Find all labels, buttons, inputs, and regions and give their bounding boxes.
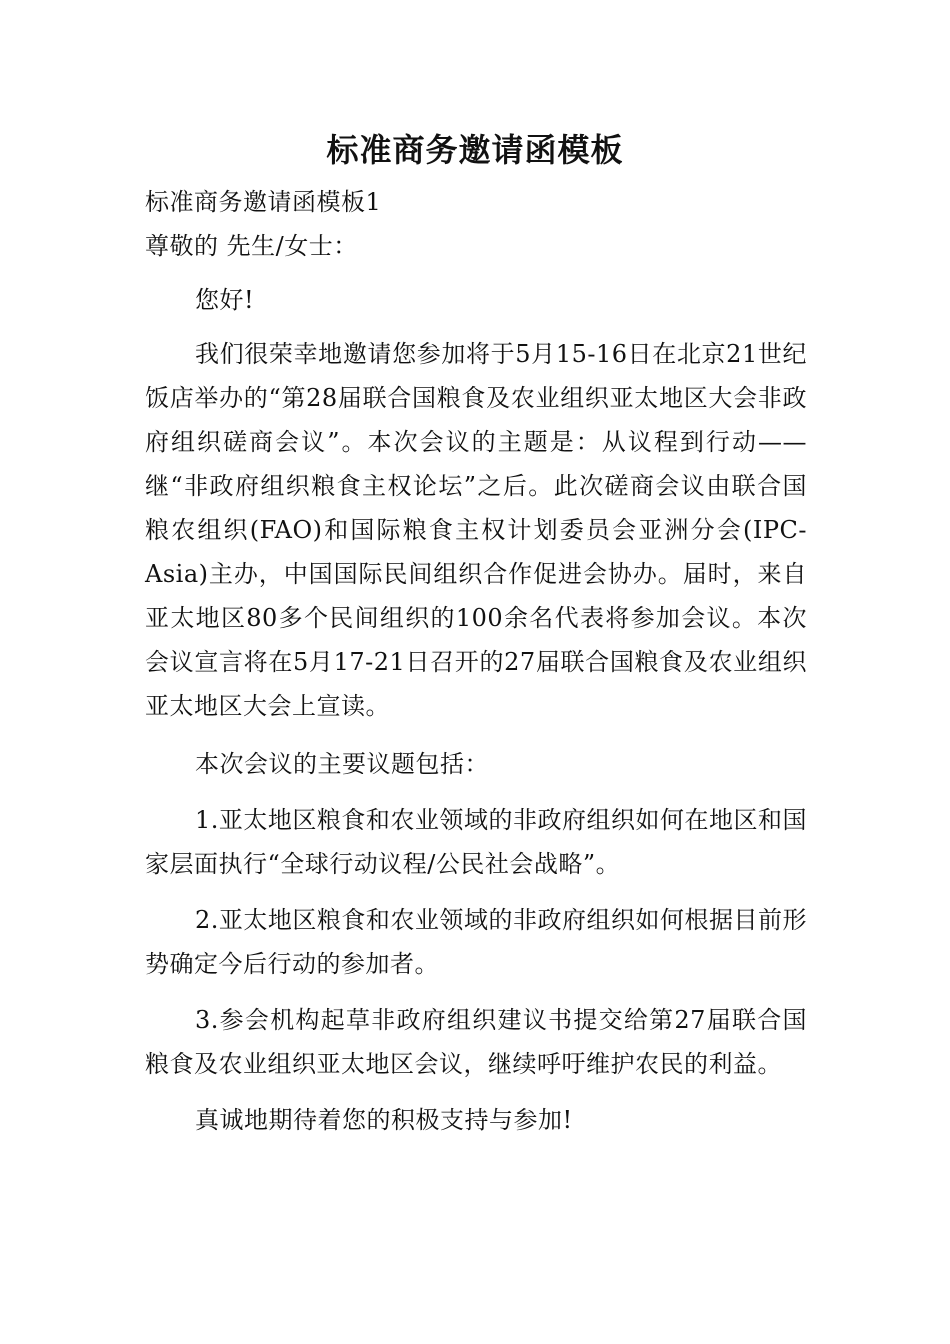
greeting: 您好! <box>195 286 255 314</box>
paragraph-closing: 真诚地期待着您的积极支持与参加! <box>195 1106 573 1134</box>
paragraph-topics-intro: 本次会议的主要议题包括： <box>195 750 489 778</box>
salutation: 尊敬的 先生/女士： <box>145 232 358 260</box>
document-title: 标准商务邀请函模板 <box>326 131 624 169</box>
document-subtitle: 标准商务邀请函模板1 <box>145 188 382 216</box>
paragraph-topic-1: 1.亚太地区粮食和农业领域的非政府组织如何在地区和国家层面执行“全球行动议程/公民社会战略”。 <box>145 806 807 878</box>
paragraph-topic-2: 2.亚太地区粮食和农业领域的非政府组织如何根据目前形势确定今后行动的参加者。 <box>145 906 807 978</box>
paragraph-invitation: 我们很荣幸地邀请您参加将于5月15-16日在北京21世纪饭店举办的“第28届联合国粮食及农业组织亚太地区大会非政府组织磋商会议”。本次会议的主题是：从议程到行动——继“非政府组织粮食主权论坛”之后。此次磋商会议由联合国粮农组织(FAO)和国际粮食主权计划委员会亚洲分会(IPC-Asia)主办，中国国际民间组织合作促进会协办。届时，来自亚太地区80多个民间组织的100余名代表将参加会议。本次会议宣言将在5月17-21日召开的27届联合国粮食及农业组织亚太地区大会上宣读。 <box>145 340 807 720</box>
document-body <box>145 180 807 1142</box>
paragraph-topic-3: 3.参会机构起草非政府组织建议书提交给第27届联合国粮食及农业组织亚太地区会议，继续呼吁维护农民的利益。 <box>145 1006 807 1078</box>
